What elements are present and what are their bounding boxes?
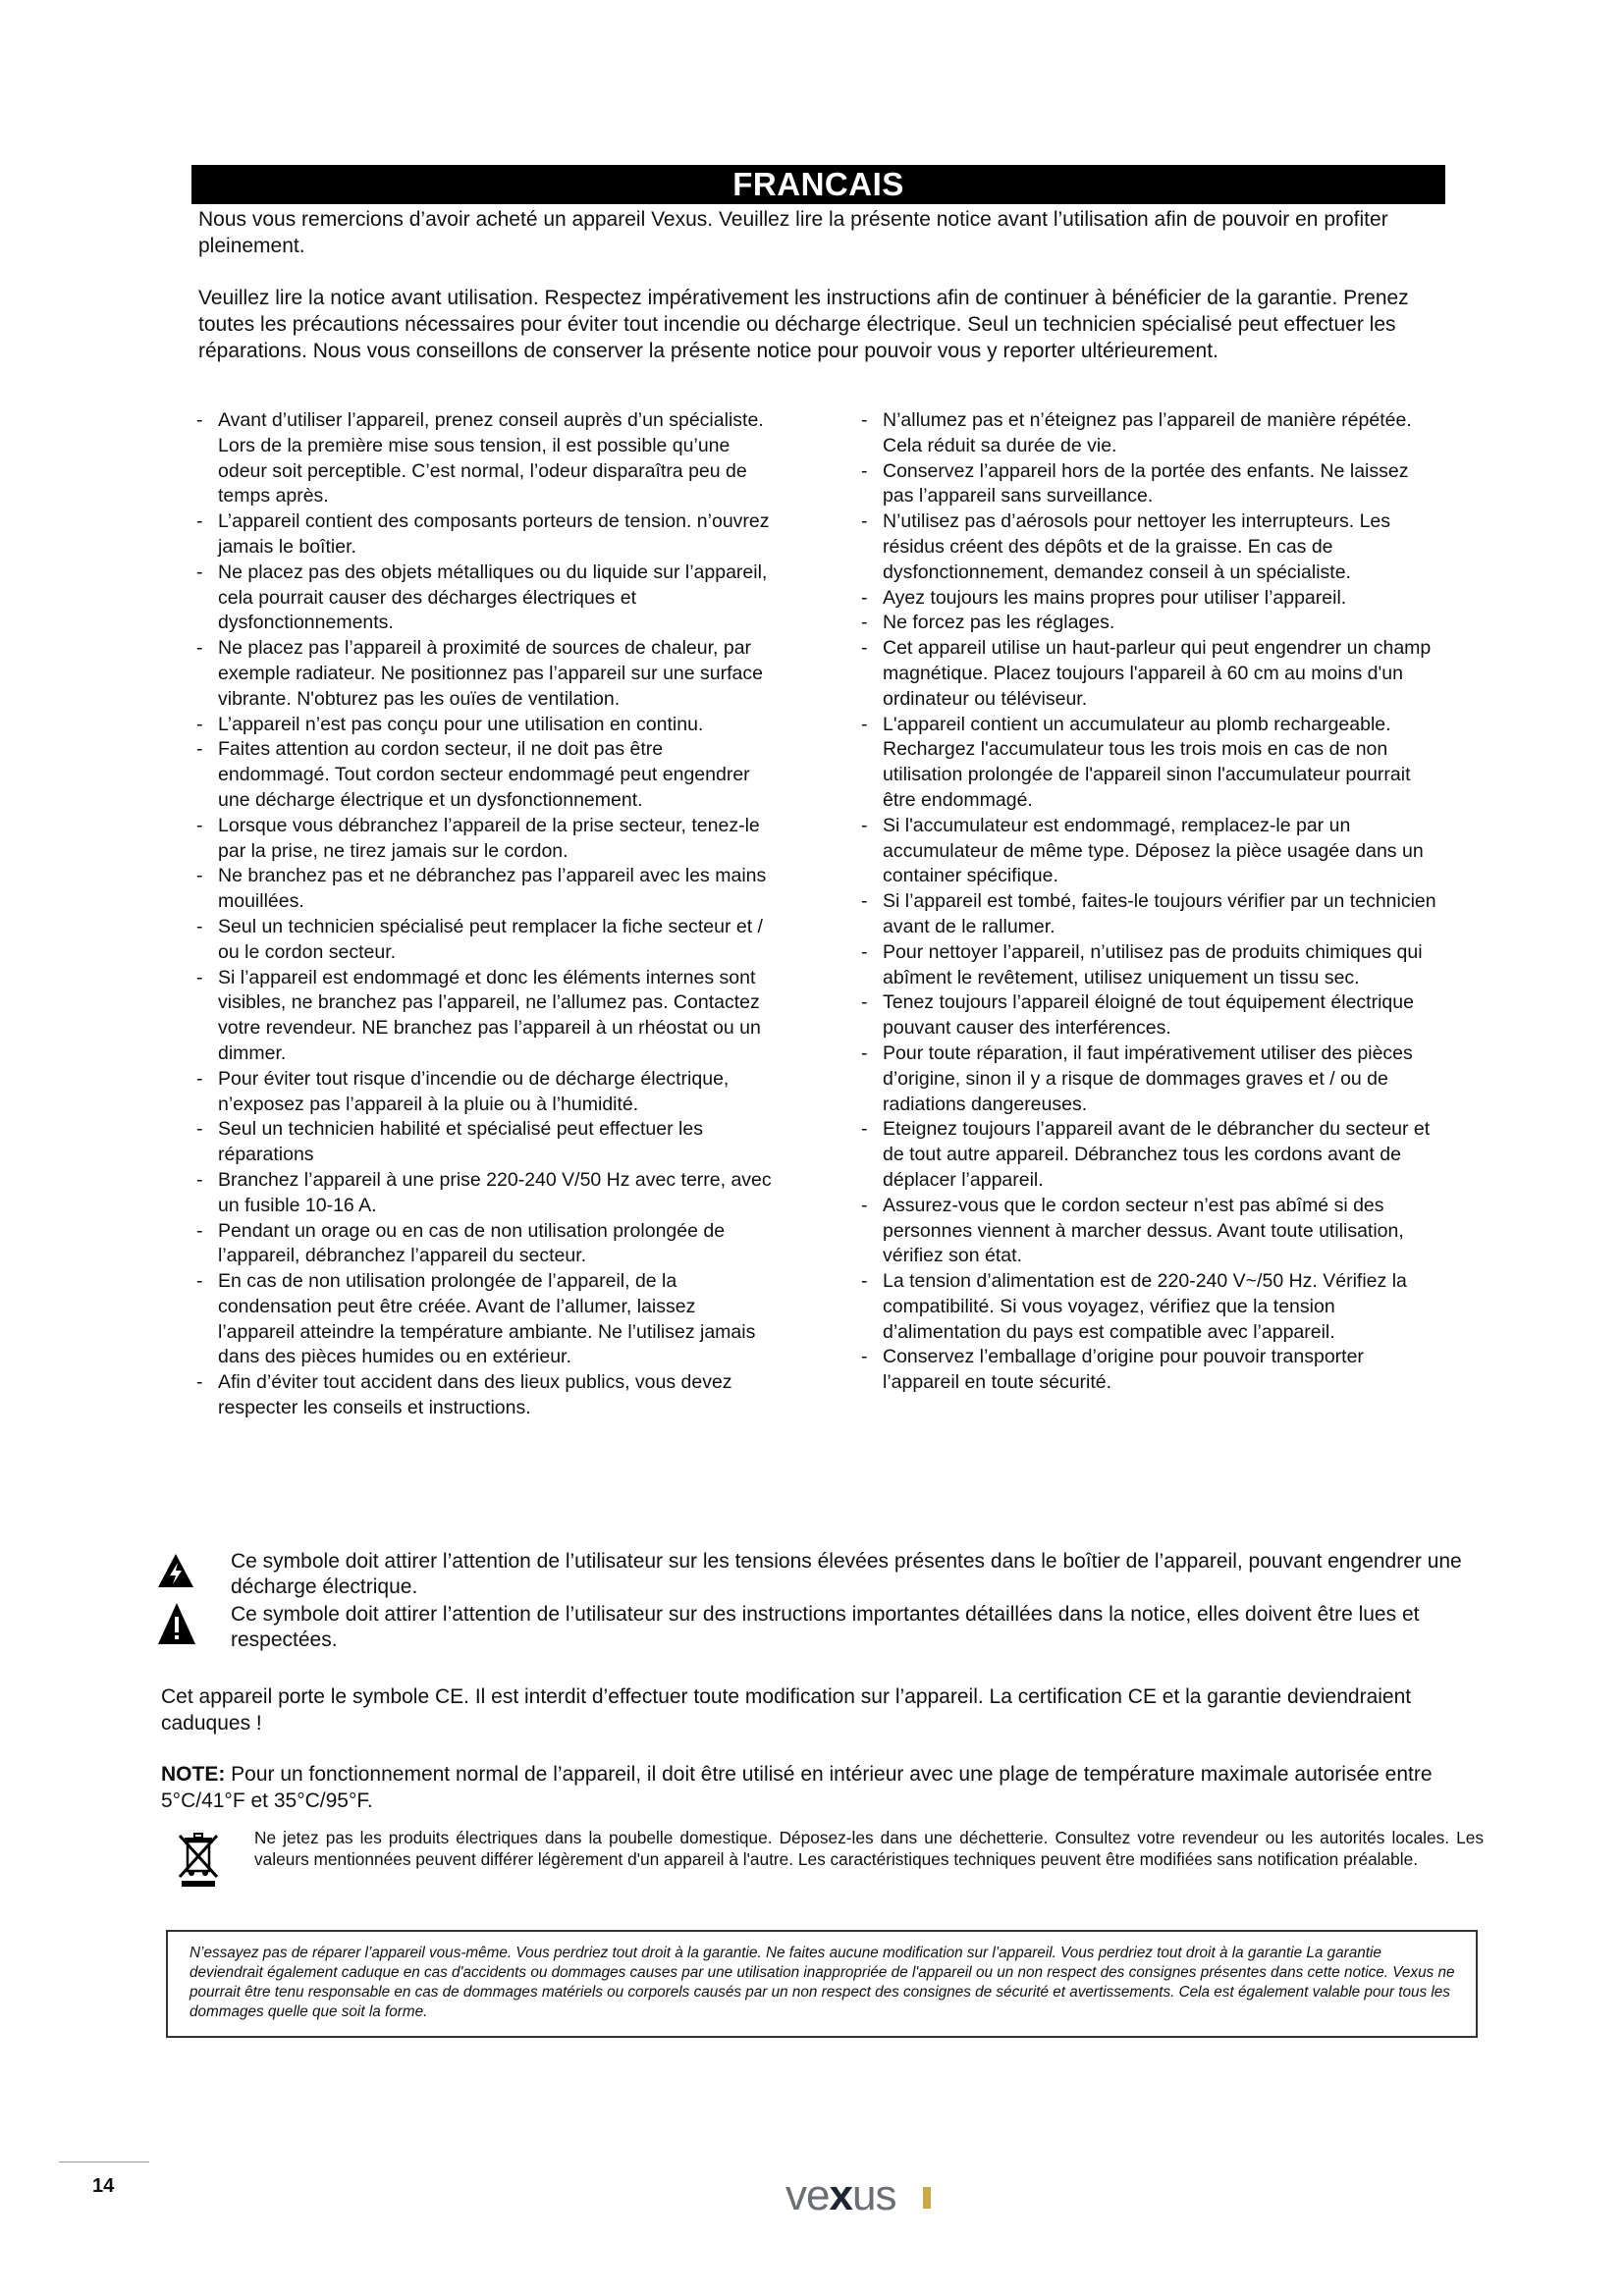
safety-list-item: - Seul un technicien spécialisé peut remplacer la fiche secteur et / ou le cordon secteur. <box>196 915 776 966</box>
safety-list-item: - L'appareil contient un accumulateur au plomb rechargeable. Rechargez l'accumulateur tous les trois mois en cas de non utilisation prolongée de l'appareil sinon l'accumulateur pourrait être endommagé. <box>861 713 1440 814</box>
safety-list-item: - Assurez-vous que le cordon secteur n’est pas abîmé si des personnes viennent à marcher dessus. Avant toute utilisation, vérifiez son état. <box>861 1194 1440 1269</box>
safety-list-item: - Pour toute réparation, il faut impérativement utiliser des pièces d’origine, sinon il y a risque de dommages graves et / ou de radiations dangereuses. <box>861 1041 1440 1117</box>
logo-tag-icon <box>923 2187 931 2209</box>
safety-list-item: - Seul un technicien habilité et spécialisé peut effectuer les réparations <box>196 1117 776 1168</box>
safety-list-item: - Faites attention au cordon secteur, il ne doit pas être endommagé. Tout cordon secteur endommagé peut engendrer une décharge électrique et un dysfonctionnement. <box>196 737 776 813</box>
voltage-symbol-text: Ce symbole doit attirer l’attention de l’utilisateur sur les tensions élevées présentes dans le boîtier de l’appareil, pouvant engendrer une décharge électrique. <box>231 1550 1462 1598</box>
safety-list-item: - Ne branchez pas et ne débranchez pas l’appareil avec les mains mouillées. <box>196 864 776 915</box>
logo-part-b: us <box>851 2171 896 2219</box>
safety-list-item: - Conservez l’emballage d’origine pour pouvoir transporter l’appareil en toute sécurité. <box>861 1345 1440 1396</box>
safety-list-item: - Avant d’utiliser l’appareil, prenez conseil auprès d’un spécialiste. Lors de la première mise sous tension, il est possible qu’une odeur soit perceptible. C’est normal, l’odeur disparaîtra peu de temps après. <box>196 408 776 509</box>
safety-list-left <box>196 408 776 1421</box>
safety-list-item: - Pour éviter tout risque d’incendie ou de décharge électrique, n’exposez pas l’appareil à la pluie ou à l’humidité. <box>196 1067 776 1118</box>
weee-notice <box>172 1828 1488 1906</box>
ce-paragraph: Cet appareil porte le symbole CE. Il est interdit d’effectuer toute modification sur l’appareil. La certification CE et la garantie deviendraient caduques ! <box>161 1685 1412 1735</box>
safety-list-item: - Pendant un orage ou en cas de non utilisation prolongée de l’appareil, débranchez l’appareil du secteur. <box>196 1219 776 1270</box>
safety-list-item: - Pour nettoyer l’appareil, n’utilisez pas de produits chimiques qui abîment le revêtement, utilisez uniquement un tissu sec. <box>861 940 1440 991</box>
section-title-banner: FRANCAIS <box>191 165 1445 204</box>
vexus-logo <box>785 2171 895 2220</box>
safety-list-item: - Afin d’éviter tout accident dans des lieux publics, vous devez respecter les conseils et instructions. <box>196 1370 776 1421</box>
high-voltage-warning-icon <box>157 1553 194 1588</box>
safety-list-item: - La tension d’alimentation est de 220-240 V~/50 Hz. Vérifiez la compatibilité. Si vous voyagez, vérifiez que la tension d’alimentation du pays est compatible avec l’appareil. <box>861 1269 1440 1345</box>
safety-list-item: - Lorsque vous débranchez l’appareil de la prise secteur, tenez-le par la prise, ne tirez jamais sur le cordon. <box>196 814 776 865</box>
safety-list-item: - L’appareil contient des composants porteurs de tension. n’ouvrez jamais le boîtier. <box>196 509 776 561</box>
safety-list-item: - Tenez toujours l’appareil éloigné de tout équipement électrique pouvant causer des interférences. <box>861 990 1440 1041</box>
safety-list-right <box>861 408 1440 1396</box>
exclamation-warning-icon <box>157 1602 196 1645</box>
safety-list-item: - Ne placez pas l’appareil à proximité de sources de chaleur, par exemple radiateur. Ne positionnez pas l’appareil sur une surface vibrante. N'obturez pas les ouïes de ventilation. <box>196 636 776 712</box>
safety-list-item: - Cet appareil utilise un haut-parleur qui peut engendrer un champ magnétique. Placez toujours l'appareil à 60 cm au moins d'un ordinateur ou téléviseur. <box>861 636 1440 712</box>
safety-list-item: - N’allumez pas et n’éteignez pas l’appareil de manière répétée. Cela réduit sa durée de vie. <box>861 408 1440 459</box>
instructions-symbol-text: Ce symbole doit attirer l’attention de l’utilisateur sur des instructions importantes détaillées dans la notice, elles doivent être lues et respectées. <box>231 1603 1420 1651</box>
intro-paragraph-1: Nous vous remercions d’avoir acheté un appareil Vexus. Veuillez lire la présente notice avant l’utilisation afin de pouvoir en profiter pleinement. <box>198 208 1388 257</box>
logo-part-a: ve <box>785 2171 830 2219</box>
safety-list-item: - En cas de non utilisation prolongée de l’appareil, de la condensation peut être créée. Avant de l’allumer, laissez l’appareil atteindre la température ambiante. Ne l’utilisez jamais dans des pièces humides ou en extérieur. <box>196 1269 776 1370</box>
safety-list-item: - Si l'accumulateur est endommagé, remplacez-le par un accumulateur de même type. Déposez la pièce usagée dans un container spécifique. <box>861 814 1440 889</box>
safety-list-item: - Conservez l’appareil hors de la portée des enfants. Ne laissez pas l’appareil sans surveillance. <box>861 459 1440 510</box>
note-label: NOTE: <box>161 1763 226 1786</box>
safety-list-item: - Si l’appareil est endommagé et donc les éléments internes sont visibles, ne branchez pas l’appareil, ne l’allumez pas. Contactez votre revendeur. NE branchez pas l’appareil à un rhéostat ou un dimmer. <box>196 966 776 1067</box>
safety-list-item: - N’utilisez pas d’aérosols pour nettoyer les interrupteurs. Les résidus créent des dépôts et de la graisse. En cas de dysfonctionnement, demandez conseil à un spécialiste. <box>861 509 1440 585</box>
safety-list-item: - Si l’appareil est tombé, faites-le toujours vérifier par un technicien avant de le rallumer. <box>861 889 1440 940</box>
weee-text: Ne jetez pas les produits électriques dans la poubelle domestique. Déposez-les dans une déchetterie. Consultez votre revendeur ou les autorités locales. Les valeurs mentionnées peuvent différer légèrement d'un appareil à l'autre. Les caractéristiques techniques peuvent être modifiées sans notification préalable. <box>254 1828 1484 1869</box>
intro-paragraph-2: Veuillez lire la notice avant utilisation. Respectez impérativement les instructions afin de continuer à bénéficier de la garantie. Prenez toutes les précautions nécessaires pour éviter tout incendie ou décharge électrique. Seul un technicien spécialisé peut effectuer les réparations. Nous vous conseillons de conserver la présente notice pour pouvoir vous y reporter ultérieurement. <box>198 287 1409 362</box>
crossed-out-bin-icon <box>176 1832 221 1887</box>
safety-list-item: - Ne forcez pas les réglages. <box>861 611 1440 636</box>
safety-list-item: - Eteignez toujours l’appareil avant de le débrancher du secteur et de tout autre appareil. Débranchez tous les cordons avant de déplacer l’appareil. <box>861 1117 1440 1193</box>
note-text: Pour un fonctionnement normal de l’appareil, il doit être utilisé en intérieur avec une plage de température maximale autorisée entre 5°C/41°F et 35°C/95°F. <box>161 1763 1433 1812</box>
safety-list-item: - Branchez l’appareil à une prise 220-240 V/50 Hz avec terre, avec un fusible 10-16 A. <box>196 1168 776 1219</box>
disclaimer-text: N’essayez pas de réparer l’appareil vous-même. Vous perdriez tout droit à la garantie. Ne faites aucune modification sur l’appareil. Vous perdriez tout droit à la garantie La garantie deviendrait également caduque en cas d'accidents ou dommages causes par une utilisation inappropriée de l'appareil ou un non respect des consignes présentes dans cette notice. Vexus ne pourrait être tenu responsable en cas de dommages matériels ou corporels causés par un non respect des consignes de sécurité et avertissements. Cela est également valable pour tous les dommages quelle que soit la forme. <box>189 1945 1455 2020</box>
safety-list-item: - Ayez toujours les mains propres pour utiliser l’appareil. <box>861 586 1440 612</box>
note-paragraph <box>161 1761 1447 1814</box>
disclaimer-box <box>166 1930 1478 2038</box>
footer-rule <box>59 2162 149 2163</box>
page-number: 14 <box>92 2175 115 2197</box>
safety-list-item: - L’appareil n’est pas conçu pour une utilisation en continu. <box>196 713 776 738</box>
safety-list-item: - Ne placez pas des objets métalliques ou du liquide sur l’appareil, cela pourrait causer des décharges électriques et dysfonctionnements. <box>196 561 776 636</box>
logo-part-x: x <box>829 2171 852 2219</box>
